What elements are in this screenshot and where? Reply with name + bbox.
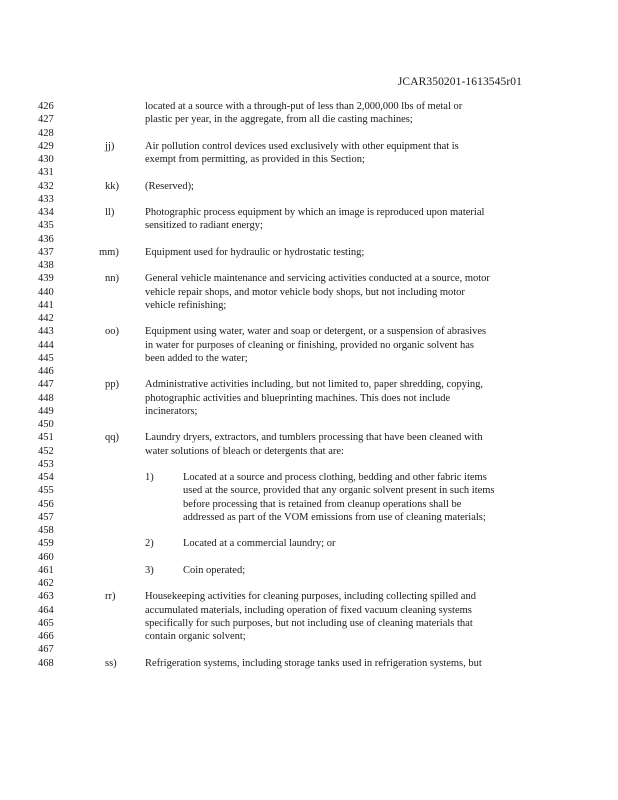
item-text-line: accumulated materials, including operation of fixed vacuum cleaning systems [145,604,472,616]
line-number: 449 [38,405,54,417]
line-number: 432 [38,180,54,192]
item-text-line: Housekeeping activities for cleaning purposes, including collecting spilled and [145,591,476,603]
item-label-qq1: 1) [145,472,154,483]
line-number: 466 [38,631,54,642]
item-label-jj: jj) [105,140,115,152]
item-text-line: Equipment used for hydraulic or hydrostatic testing; [145,246,365,258]
item-text-line: (Reserved); [145,180,194,192]
item-text-line: been added to the water; [145,352,248,364]
item-text-line: photographic activities and blueprinting machines. This does not include [145,392,451,404]
item-text-line: incinerators; [145,405,198,417]
item-text-line: used at the source, provided that any organic solvent present in such items [183,485,495,497]
line-number: 437 [38,246,54,258]
line-number: 435 [38,220,54,232]
item-label-rr: rr) [105,591,116,603]
item-text-line: Located at a source and process clothing, bedding and other fabric items [183,472,487,483]
item-text-line: vehicle refinishing; [145,299,227,311]
line-number: 450 [38,419,54,430]
line-number: 468 [38,657,54,669]
item-text-line: Photographic process equipment by which an image is reproduced upon material [145,207,485,218]
item-text-line: water solutions of bleach or detergents that are: [145,445,344,457]
line-number: 464 [38,604,54,616]
item-text-line: Air pollution control devices used exclusively with other equipment that is [145,140,459,152]
line-number: 448 [38,392,54,404]
line-number: 446 [38,366,54,377]
item-label-qq2: 2) [145,538,154,550]
line-number: 454 [38,472,54,483]
item-text-line: specifically for such purposes, but not including use of cleaning materials that [145,617,473,629]
item-text-line: exempt from permitting, as provided in this Section; [145,154,365,165]
line-number: 456 [38,498,54,510]
item-label-kk: kk) [105,180,119,192]
line-number: 429 [38,140,54,152]
item-text-line: Laundry dryers, extractors, and tumblers processing that have been cleaned with [145,432,483,444]
line-number: 442 [38,313,54,324]
document-id: JCAR350201-1613545r01 [397,76,522,88]
item-label-ss: ss) [105,657,117,669]
line-number: 463 [38,591,54,603]
item-text-line: vehicle repair shops, and motor vehicle body shops, but not including motor [145,286,465,298]
line-number: 447 [38,379,54,391]
line-number: 427 [38,114,54,126]
line-number: 462 [38,578,54,589]
line-number: 458 [38,525,54,536]
item-text-line: addressed as part of the VOM emissions from use of cleaning materials; [183,511,486,523]
item-text-line: sensitized to radiant energy; [145,220,263,232]
line-number: 452 [38,445,54,457]
line-number: 453 [38,458,54,470]
line-number: 440 [38,286,54,298]
line-number: 445 [38,352,54,364]
item-text-line: Located at a commercial laundry; or [183,538,336,550]
item-text-line: before processing that is retained from cleanup operations shall be [183,498,462,510]
line-number: 467 [38,644,54,656]
item-text-line: Refrigeration systems, including storage tanks used in refrigeration systems, but [145,657,482,669]
line-number: 428 [38,127,54,139]
line-number: 443 [38,326,54,338]
line-number: 457 [38,511,54,523]
line-number: 460 [38,551,54,563]
item-text-line: General vehicle maintenance and servicing activities conducted at a source, motor [145,273,490,285]
line-number: 439 [38,273,54,285]
item-text-line: in water for purposes of cleaning or finishing, provided no organic solvent has [145,339,475,351]
line-number: 434 [38,207,54,218]
line-number: 465 [38,617,54,629]
item-label-mm: mm) [99,246,119,258]
item-text-line: Equipment using water, water and soap or detergent, or a suspension of abrasives [145,326,487,338]
line-number: 438 [38,260,54,271]
item-label-ll: ll) [105,207,115,218]
line-number: 451 [38,432,54,444]
line-number: 455 [38,485,54,497]
line-number: 431 [38,167,54,179]
item-label-oo: oo) [105,326,119,338]
line-number: 461 [38,564,54,576]
item-label-qq3: 3) [145,564,154,576]
line-number: 436 [38,233,54,245]
item-label-nn: nn) [105,273,119,285]
line-number: 426 [38,101,54,112]
item-label-pp: pp) [105,379,119,391]
item-label-qq: qq) [105,432,119,444]
item-text-line: Administrative activities including, but not limited to, paper shredding, copying, [145,379,483,391]
item-text-line: Coin operated; [183,564,246,576]
item-text-line: contain organic solvent; [145,631,246,642]
line-number: 444 [38,339,54,351]
line-number: 433 [38,193,54,205]
line-number: 441 [38,299,54,311]
line-number: 459 [38,538,54,550]
item-text-line: located at a source with a through-put of less than 2,000,000 lbs of metal or [145,101,463,112]
line-number: 430 [38,154,54,165]
item-text-line: plastic per year, in the aggregate, from all die casting machines; [145,114,413,126]
